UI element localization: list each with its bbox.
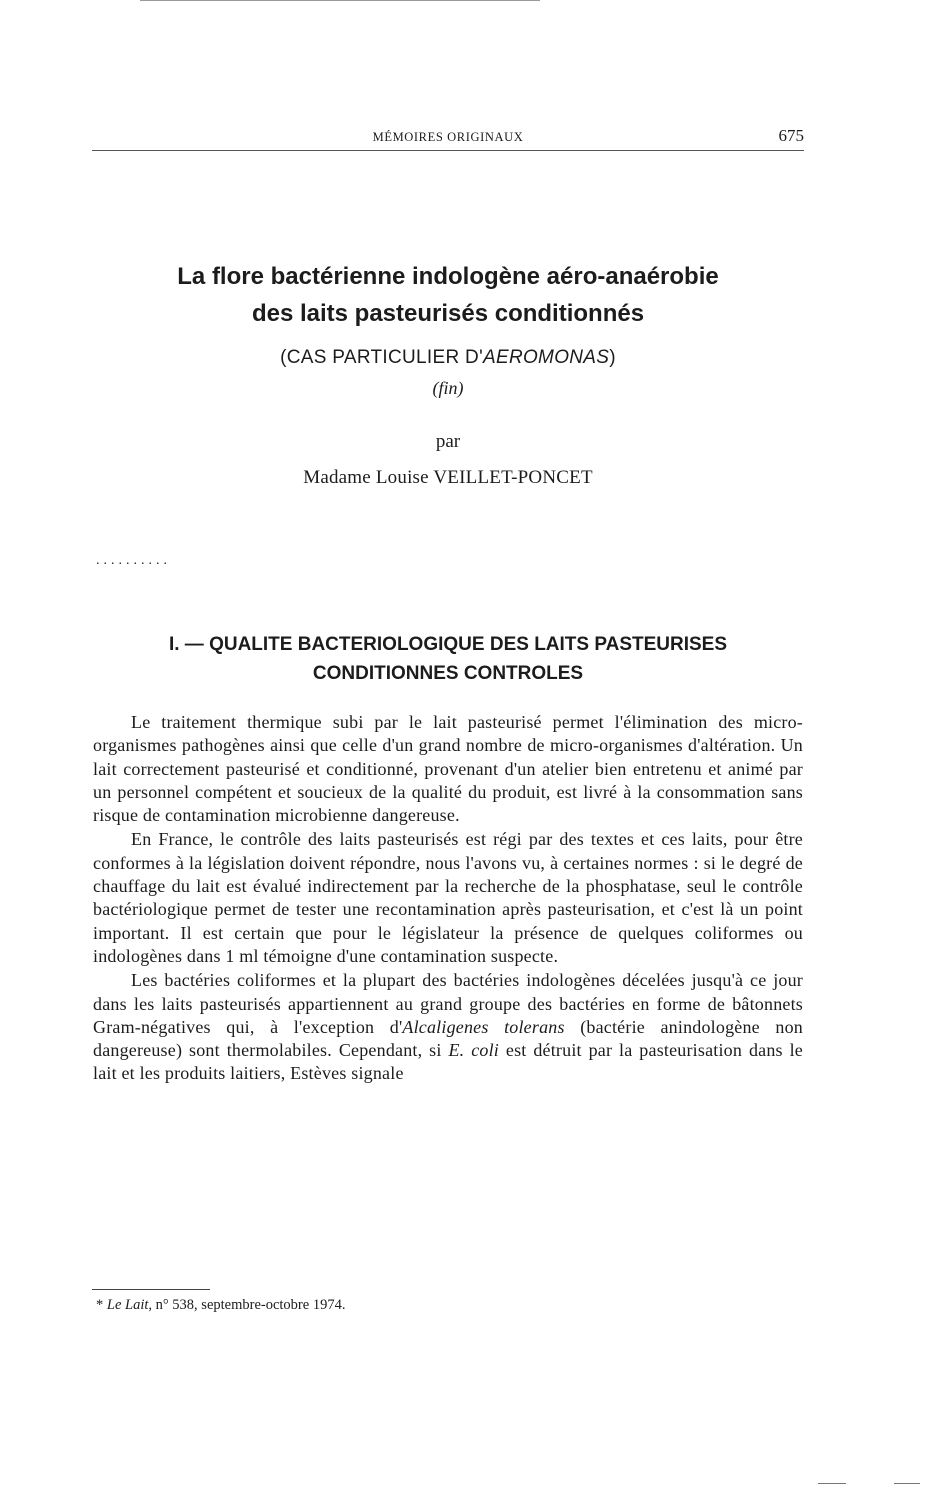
- footnote-journal: Le Lait,: [106, 1297, 152, 1313]
- bottom-edge-mark-left: [818, 1483, 846, 1484]
- subtitle-prefix: (CAS PARTICULIER D': [280, 347, 484, 368]
- author-name: Madame Louise VEILLET-PONCET: [303, 467, 593, 488]
- footnote-marker: *: [96, 1297, 104, 1313]
- section-heading-line-2: CONDITIONNES CONTROLES: [312, 663, 584, 684]
- paragraph-3-part-c: (bactérie anindologène non dangereuse) sont thermolabiles. Cependant, si: [93, 1016, 803, 1061]
- continuation-note: (fin): [432, 378, 464, 398]
- paragraph-2: En France, le contrôle des laits pasteurisés est régi par des textes et ces laits, pour être conformes à la législation doivent répondre, nous l'avons vu, à certaines normes : si le degré de chauffage du lait est évalué indirectement par la recherche de la phosphatase, seul le contrôle bactériologique permet de tester une recontamination après pasteurisation, et c'est là un point important. Il est certain que pour le législateur la présence de quelques coliformes ou indologènes dans 1 ml témoigne d'une contamination suspecte.: [93, 829, 803, 966]
- body-text: [93, 711, 803, 1086]
- top-edge-rule: [140, 0, 540, 1]
- paragraph-3-part-e: est détruit par la pasteurisation dans le lait et les produits laitiers, Estèves signale: [93, 1040, 804, 1084]
- running-header: [92, 126, 804, 151]
- byline-par: par: [435, 431, 461, 452]
- subtitle-genus: AEROMONAS: [483, 347, 610, 368]
- paragraph-3-part-a: Les bactéries coliformes et la plupart des bactéries indologènes décelées jusqu'à ce jour dans les laits pasteurisés appartiennent au grand groupe des bactéries en forme de bâtonnets Gram-négatives qui, à l'exception d': [93, 970, 803, 1037]
- species-alcaligenes: Alcaligenes tolerans: [402, 1016, 565, 1037]
- footnote-rule: [92, 1289, 210, 1290]
- title-line-1: La flore bactérienne indologène aéro-anaérobie: [177, 263, 719, 290]
- footnote-details: n° 538, septembre-octobre 1974.: [155, 1297, 346, 1313]
- title-line-2: des laits pasteurisés conditionnés: [251, 300, 645, 327]
- subtitle-suffix: ): [609, 347, 616, 368]
- paragraph-1: Le traitement thermique subi par le lait pasteurisé permet l'élimination des micro-organismes pathogènes ainsi que celle d'un grand nombre de micro-organismes d'altération. Un lait correctement pasteurisé et conditionné, provenant d'un atelier bien entretenu et animé par un personnel compétent et soucieux de la qualité du produit, est livré à la consommation sans risque de contamination microbienne dangereuse.: [93, 712, 803, 826]
- paragraph-3: [93, 969, 803, 1085]
- omission-ellipsis: ..........: [96, 553, 171, 568]
- footnote: [96, 1297, 345, 1314]
- article-subtitle: [92, 347, 804, 369]
- section-heading-line-1: I. — QUALITE BACTERIOLOGIQUE DES LAITS PASTEURISES: [168, 634, 728, 655]
- bottom-edge-mark-right: [894, 1483, 920, 1484]
- species-e-coli: E. coli: [448, 1040, 500, 1061]
- section-heading: [92, 630, 804, 688]
- running-title: MÉMOIRES ORIGINAUX: [372, 130, 524, 144]
- page-number: 675: [778, 126, 804, 145]
- article-title: [92, 258, 804, 332]
